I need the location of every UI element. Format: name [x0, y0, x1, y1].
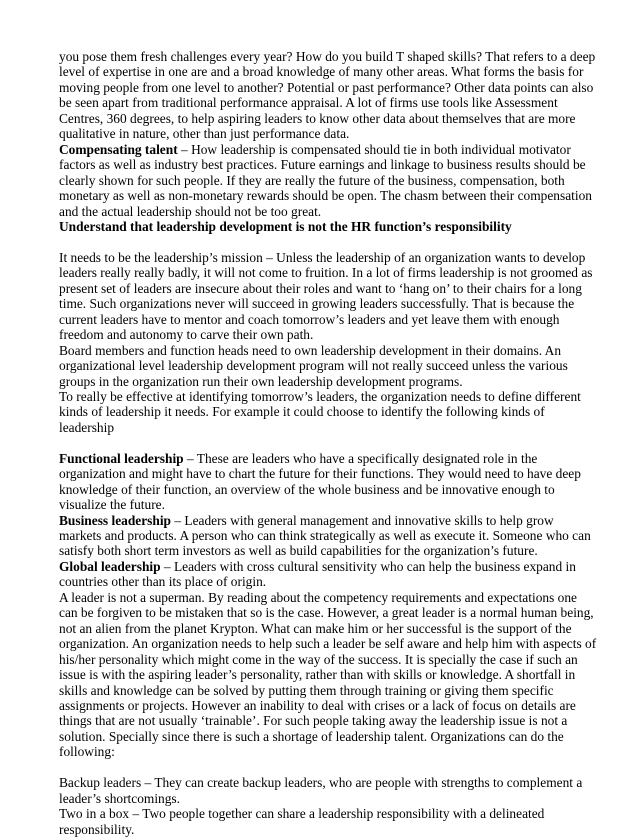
blank-line	[59, 760, 598, 775]
paragraph-text: – Leaders with cross cultural sensitivity who can help the business expand in countries other than its place of origin.	[59, 558, 576, 590]
paragraph-text: – Leaders with general management and innovative skills to help grow markets and products. A person who can think strategically as well as execute it. Someone who can satisfy both short term investors as well as build capabilities for the organization’s future.	[59, 512, 591, 559]
paragraph-global-leadership	[59, 559, 598, 590]
paragraph-leadership-mission	[59, 250, 598, 343]
blank-line	[59, 234, 598, 249]
paragraph-text: It needs to be the leadership’s mission – Unless the leadership of an organization wants to develop leaders really really badly, it will not come to fruition. In a lot of firms leadership is not groomed as present set of leaders are insecure about their roles and want to ‘hang on’ to their chairs for a long time. Such organizations never will succeed in growing leaders successfully. That is because the current leaders have to mentor and coach tomorrow’s leaders and yet leave them with enough freedom and autonomy to carve their own path.	[59, 249, 593, 343]
paragraph-text: – How leadership is compensated should tie in both individual motivator factors as well as industry best practices. Future earnings and linkage to business results should be clearly shown for such people. If they are really the future of the business, compensation, both monetary as well as non-monetary rewards should be open. The chasm between their compensation and the actual leadership should not be too great.	[59, 141, 592, 219]
blank-line	[59, 435, 598, 450]
paragraph-text: – These are leaders who have a specifically designated role in the organization and might have to chart the future for their functions. They would need to have deep knowledge of their function, an overview of the whole business and be innovative enough to visualize the future.	[59, 450, 581, 513]
paragraph-text: Backup leaders – They can create backup leaders, who are people with strengths to complement a leader’s shortcomings.	[59, 775, 583, 806]
paragraph-t-shaped-skills	[59, 49, 598, 142]
paragraph-text: A leader is not a superman. By reading about the competency requirements and expectations one can be forgiven to be mistaken that so is the case. However, a great leader is a normal human being, not an alien from the planet Krypton. What can make him or her successful is the support of the organization. An organization needs to help such a leader be self aware and help him with aspects of his/her personality which might come in the way of the success. It is specially the case if such an issue is with the aspiring leader’s personality, rather than with skills or knowledge. A shortfall in skills and knowledge can be solved by putting them through training or giving them specific assignments or projects. However an inability to deal with crises or a lack of focus on details are things that are not usually ‘trainable’. For such people taking away the leadership issue is not a solution. Specially since there is such a shortage of leadership talent. Organizations can do the following:	[59, 589, 597, 760]
paragraph-lead: Compensating talent	[59, 141, 178, 157]
paragraph-superman	[59, 590, 598, 760]
paragraph-text: To really be effective at identifying tomorrow’s leaders, the organization needs to define different kinds of leadership it needs. For example it could choose to identify the following kinds of leadership	[59, 388, 581, 435]
paragraph-lead: Business leadership	[59, 512, 171, 528]
paragraph-text: Board members and function heads need to own leadership development in their domains. An organizational level leadership development program will not really succeed unless the various groups in the organization run their own leadership development programs.	[59, 342, 568, 389]
paragraph-text: you pose them fresh challenges every year? How do you build T shaped skills? That refers to a deep level of expertise in one are and a broad knowledge of many other areas. What forms the basis for moving people from one level to another? Potential or past performance? Other data points can also be seen apart from traditional performance appraisal. A lot of firms use tools like Assessment Centres, 360 degrees, to help aspiring leaders to know other data about themselves that are more qualitative in nature, other than just performance data.	[59, 49, 596, 142]
paragraph-board-members	[59, 343, 598, 389]
paragraph-backup-leaders	[59, 775, 598, 806]
paragraph-identify-leaders	[59, 389, 598, 435]
paragraph-lead: Global leadership	[59, 558, 161, 574]
section-heading: Understand that leadership development is not the HR function’s responsibility	[59, 218, 512, 234]
paragraph-compensating-talent	[59, 142, 598, 219]
paragraph-two-in-a-box	[59, 806, 598, 837]
paragraph-business-leadership	[59, 513, 598, 559]
paragraph-functional-leadership	[59, 451, 598, 513]
paragraph-lead: Functional leadership	[59, 450, 184, 466]
paragraph-text: Two in a box – Two people together can share a leadership responsibility with a delineated responsibility.	[59, 806, 545, 837]
